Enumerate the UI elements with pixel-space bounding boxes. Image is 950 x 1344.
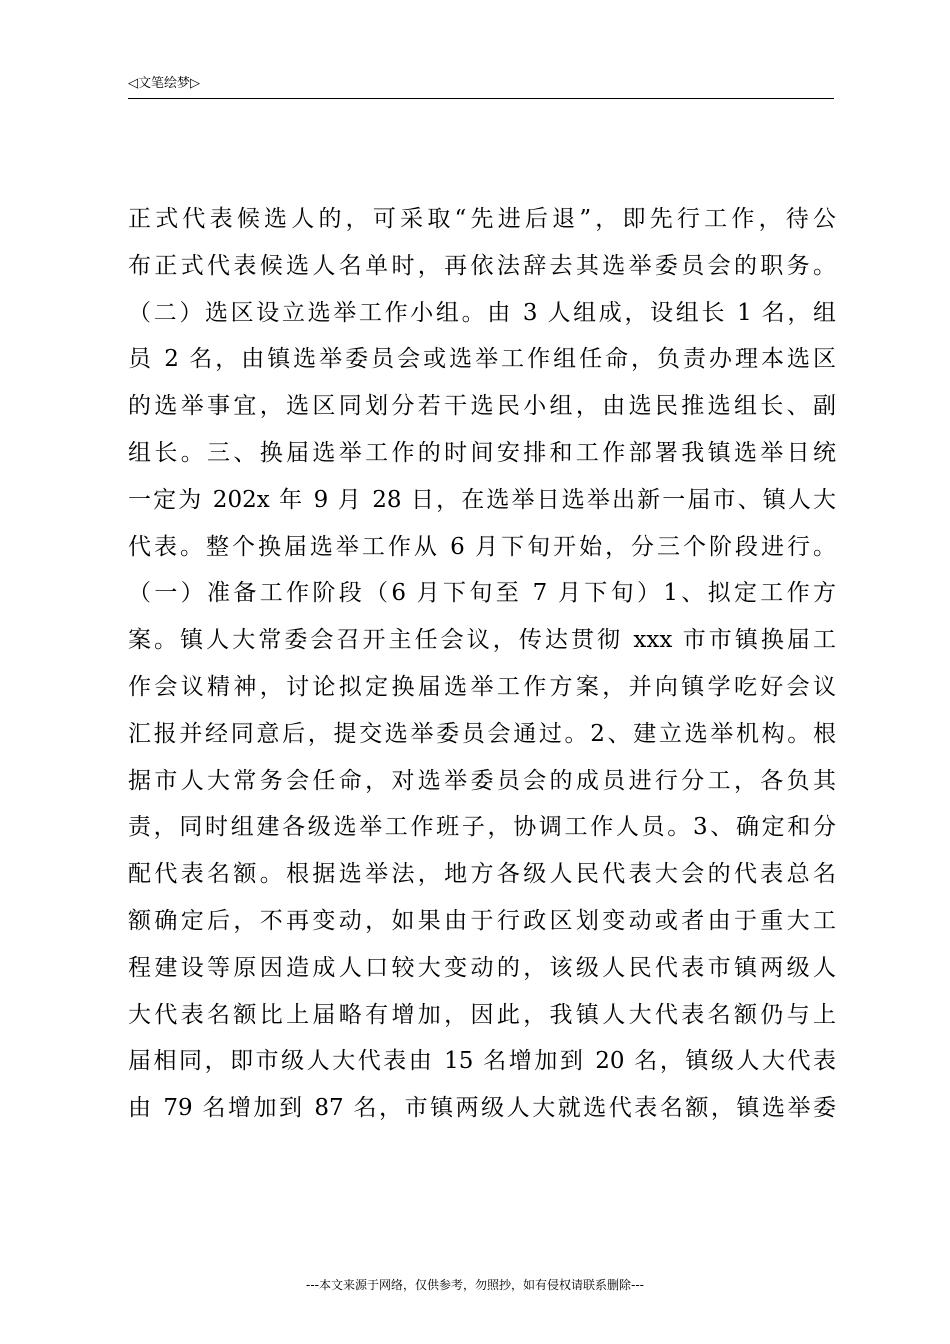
text-line: 的选举事宜，选区同划分若干选民小组，由选民推选组长、副 [128, 393, 836, 420]
text-line: 大代表名额比上届略有增加，因此，我镇人大代表名额仍与上 [128, 1001, 836, 1028]
text-line: （二）选区设立选举工作小组。由 3 人组成，设组长 1 名，组 [128, 299, 836, 326]
text-line: 组长。三、换届选举工作的时间安排和工作部署我镇选举日统 [128, 439, 836, 466]
header-title: ◁文笔绘梦▷ [128, 76, 200, 91]
page-header [128, 74, 834, 99]
text-line: 由 79 名增加到 87 名，市镇两级人大就选代表名额，镇选举委 [128, 1095, 836, 1122]
text-line: 正式代表候选人的，可采取“先进后退”，即先行工作，待公 [128, 206, 836, 232]
text-line: （一）准备工作阶段（6 月下旬至 7 月下旬）1、拟定工作方 [128, 580, 836, 607]
text-line: 额确定后，不再变动，如果由于行政区划变动或者由于重大工 [128, 907, 836, 934]
text-line: 案。镇人大常委会召开主任会议，传达贯彻 xxx 市市镇换届工 [128, 627, 836, 654]
text-line: 届相同，即市级人大代表由 15 名增加到 20 名，镇级人大代表 [128, 1048, 836, 1075]
text-line: 代表。整个换届选举工作从 6 月下旬开始，分三个阶段进行。 [128, 533, 836, 560]
text-line: 布正式代表候选人名单时，再依法辞去其选举委员会的职务。 [128, 252, 836, 279]
page-footer: ---本文来源于网络，仅供参考，勿照抄，如有侵权请联系删除--- [306, 1278, 644, 1292]
text-line: 程建设等原因造成人口较大变动的，该级人民代表市镇两级人 [128, 954, 836, 981]
text-line: 员 2 名，由镇选举委员会或选举工作组任命，负责办理本选区 [128, 346, 836, 373]
text-line: 作会议精神，讨论拟定换届选举工作方案，并向镇学吃好会议 [128, 673, 836, 700]
text-line: 一定为 202x 年 9 月 28 日，在选举日选举出新一届市、镇人大 [128, 486, 836, 513]
text-line: 配代表名额。根据选举法，地方各级人民代表大会的代表总名 [128, 861, 836, 888]
text-line: 责，同时组建各级选举工作班子，协调工作人员。3、确定和分 [128, 814, 836, 841]
text-line: 据市人大常务会任命，对选举委员会的成员进行分工，各负其 [128, 767, 836, 794]
text-line: 汇报并经同意后，提交选举委员会通过。2、建立选举机构。根 [128, 720, 836, 747]
document-body [128, 196, 836, 1132]
